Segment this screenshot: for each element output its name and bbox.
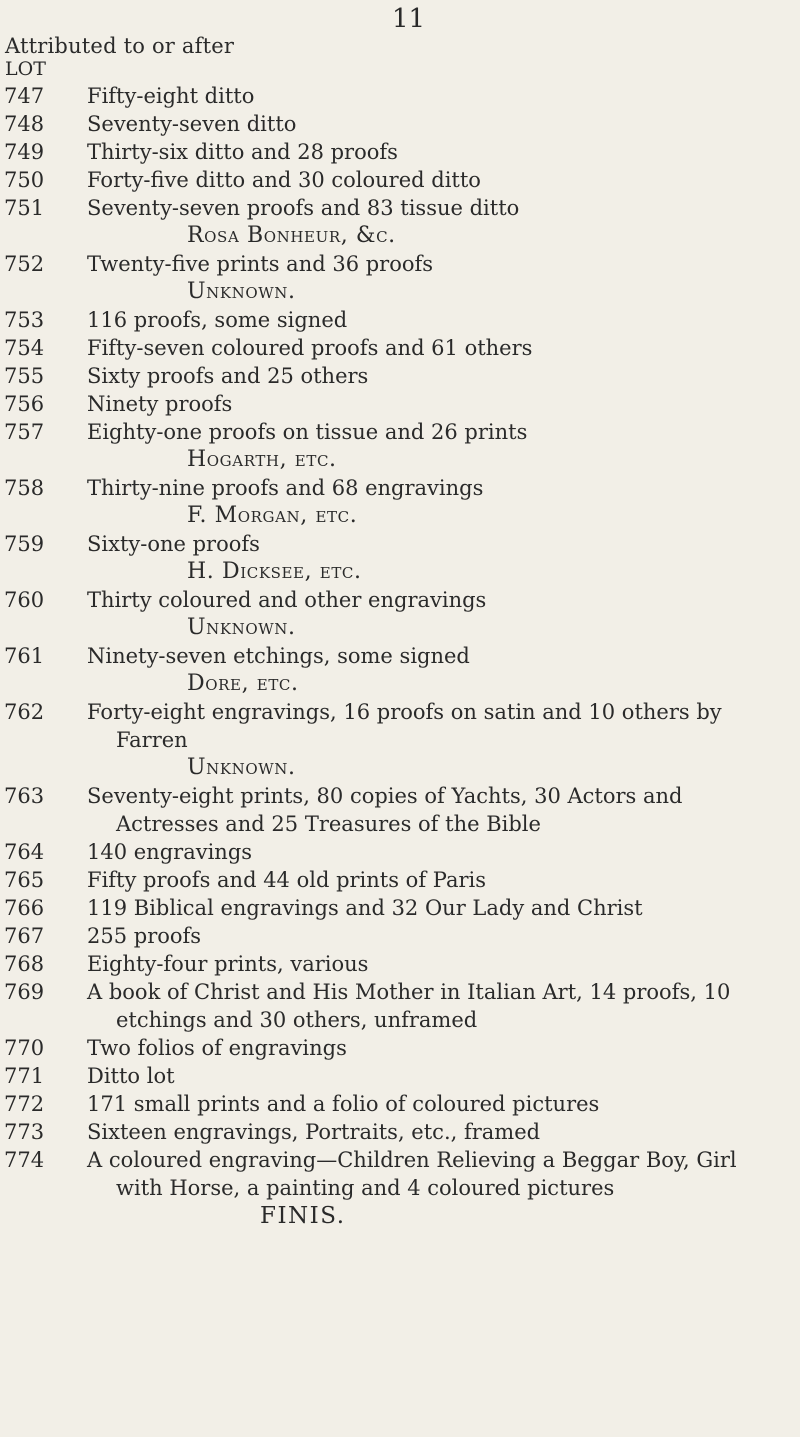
lot-number: 756: [4, 392, 45, 416]
lot-number: 758: [4, 476, 45, 500]
lot-entry: [0, 978, 800, 1006]
lot-entry-line: [0, 558, 800, 586]
lot-description: Sixteen engravings, Portraits, etc., framed: [87, 1120, 541, 1144]
lot-number: 761: [4, 644, 45, 668]
lot-description: Seventy-seven ditto: [87, 112, 297, 136]
lot-number: 764: [4, 840, 45, 864]
lot-number: 773: [4, 1120, 45, 1144]
lot-description: Ditto lot: [87, 1064, 175, 1088]
lot-entry: [0, 782, 800, 810]
lot-entry-line: [0, 614, 800, 642]
lot-entry-line: [0, 726, 800, 754]
lot-entry: [0, 362, 800, 390]
lot-description: Actresses and 25 Treasures of the Bible: [116, 812, 541, 836]
lot-entry-line: [0, 1174, 800, 1202]
lot-description: Thirty-six ditto and 28 proofs: [87, 140, 398, 164]
lot-entry-line: [0, 754, 800, 782]
lot-description: Eighty-one proofs on tissue and 26 prints: [87, 420, 528, 444]
lot-entry: [0, 390, 800, 418]
lot-number: 769: [4, 980, 45, 1004]
lot-entry-line: [0, 278, 800, 306]
lot-number: 749: [4, 140, 45, 164]
lot-entry: [0, 334, 800, 362]
lot-number: 763: [4, 784, 45, 808]
lot-entry: [0, 194, 800, 222]
lot-number: 760: [4, 588, 45, 612]
lot-description: Sixty-one proofs: [87, 532, 260, 556]
lot-description: Sixty proofs and 25 others: [87, 364, 369, 388]
lot-description: A coloured engraving—Children Relieving a Beggar Boy, Girl: [87, 1148, 737, 1172]
lot-number: 754: [4, 336, 45, 360]
lot-description: Thirty coloured and other engravings: [87, 588, 487, 612]
lot-description: Forty-five ditto and 30 coloured ditto: [87, 168, 481, 192]
artist-heading: H. Dicksee, etc.: [187, 559, 362, 584]
lot-number: 747: [4, 84, 45, 108]
lot-number: 748: [4, 112, 45, 136]
lot-entry: [0, 1062, 800, 1090]
lot-description: Forty-eight engravings, 16 proofs on satin and 10 others by: [87, 700, 722, 724]
lot-entry: [0, 110, 800, 138]
lot-description: Farren: [116, 728, 188, 752]
lot-entry-line: [0, 810, 800, 838]
artist-heading: Hogarth, etc.: [187, 447, 337, 472]
lot-entry: [0, 166, 800, 194]
lot-number: 766: [4, 896, 45, 920]
lot-number: 772: [4, 1092, 45, 1116]
lot-entry: [0, 894, 800, 922]
lot-number: 751: [4, 196, 45, 220]
lot-entry: [0, 138, 800, 166]
lot-description: Seventy-seven proofs and 83 tissue ditto: [87, 196, 520, 220]
artist-heading: Unknown.: [187, 615, 296, 640]
lot-number: 767: [4, 924, 45, 948]
finis-line: [0, 1202, 800, 1230]
lot-description: Twenty-five prints and 36 proofs: [87, 252, 434, 276]
lot-entry: [0, 838, 800, 866]
lot-number: 755: [4, 364, 45, 388]
lot-list: [0, 82, 800, 1230]
lot-entry: [0, 1090, 800, 1118]
lot-description: 255 proofs: [87, 924, 202, 948]
lot-entry: [0, 474, 800, 502]
lot-number: 765: [4, 868, 45, 892]
lot-entry: [0, 950, 800, 978]
lot-entry-line: [0, 446, 800, 474]
lot-description: with Horse, a painting and 4 coloured pictures: [116, 1176, 615, 1200]
lot-description: 119 Biblical engravings and 32 Our Lady and Christ: [87, 896, 643, 920]
lot-entry-line: [0, 1006, 800, 1034]
artist-heading: F. Morgan, etc.: [187, 503, 358, 528]
lot-number: 762: [4, 700, 45, 724]
artist-heading: Dore, etc.: [187, 671, 299, 696]
lot-description: Fifty proofs and 44 old prints of Paris: [87, 868, 487, 892]
lot-entry: [0, 306, 800, 334]
lot-entry: [0, 1118, 800, 1146]
lot-description: Ninety proofs: [87, 392, 233, 416]
page-number: 11: [392, 4, 426, 34]
section-heading: Attributed to or after: [5, 34, 235, 58]
lot-entry-line: [0, 502, 800, 530]
artist-heading: Unknown.: [187, 755, 296, 780]
lot-number: 770: [4, 1036, 45, 1060]
lot-number: 774: [4, 1148, 45, 1172]
lot-number: 768: [4, 952, 45, 976]
lot-description: 116 proofs, some signed: [87, 308, 348, 332]
lot-number: 750: [4, 168, 45, 192]
lot-description: etchings and 30 others, unframed: [116, 1008, 478, 1032]
lot-entry: [0, 82, 800, 110]
lot-entry: [0, 250, 800, 278]
lot-entry: [0, 698, 800, 726]
lot-description: Two folios of engravings: [87, 1036, 347, 1060]
lot-column-header: LOT: [5, 58, 46, 80]
lot-description: Thirty-nine proofs and 68 engravings: [87, 476, 484, 500]
lot-entry: [0, 586, 800, 614]
lot-number: 757: [4, 420, 45, 444]
lot-entry: [0, 642, 800, 670]
lot-entry: [0, 866, 800, 894]
lot-description: Seventy-eight prints, 80 copies of Yachts, 30 Actors and: [87, 784, 683, 808]
lot-number: 759: [4, 532, 45, 556]
lot-entry: [0, 922, 800, 950]
lot-entry: [0, 1146, 800, 1174]
lot-entry: [0, 1034, 800, 1062]
lot-entry-line: [0, 670, 800, 698]
lot-description: 140 engravings: [87, 840, 253, 864]
lot-number: 752: [4, 252, 45, 276]
lot-description: 171 small prints and a folio of coloured pictures: [87, 1092, 600, 1116]
lot-description: A book of Christ and His Mother in Italian Art, 14 proofs, 10: [87, 980, 731, 1004]
lot-description: Eighty-four prints, various: [87, 952, 369, 976]
lot-entry: [0, 418, 800, 446]
finis-text: FINIS.: [260, 1203, 346, 1229]
lot-entry: [0, 530, 800, 558]
artist-heading: Rosa Bonheur, &c.: [187, 223, 396, 248]
lot-description: Fifty-eight ditto: [87, 84, 255, 108]
lot-description: Ninety-seven etchings, some signed: [87, 644, 470, 668]
artist-heading: Unknown.: [187, 279, 296, 304]
lot-number: 753: [4, 308, 45, 332]
lot-number: 771: [4, 1064, 45, 1088]
lot-entry-line: [0, 222, 800, 250]
lot-description: Fifty-seven coloured proofs and 61 others: [87, 336, 533, 360]
